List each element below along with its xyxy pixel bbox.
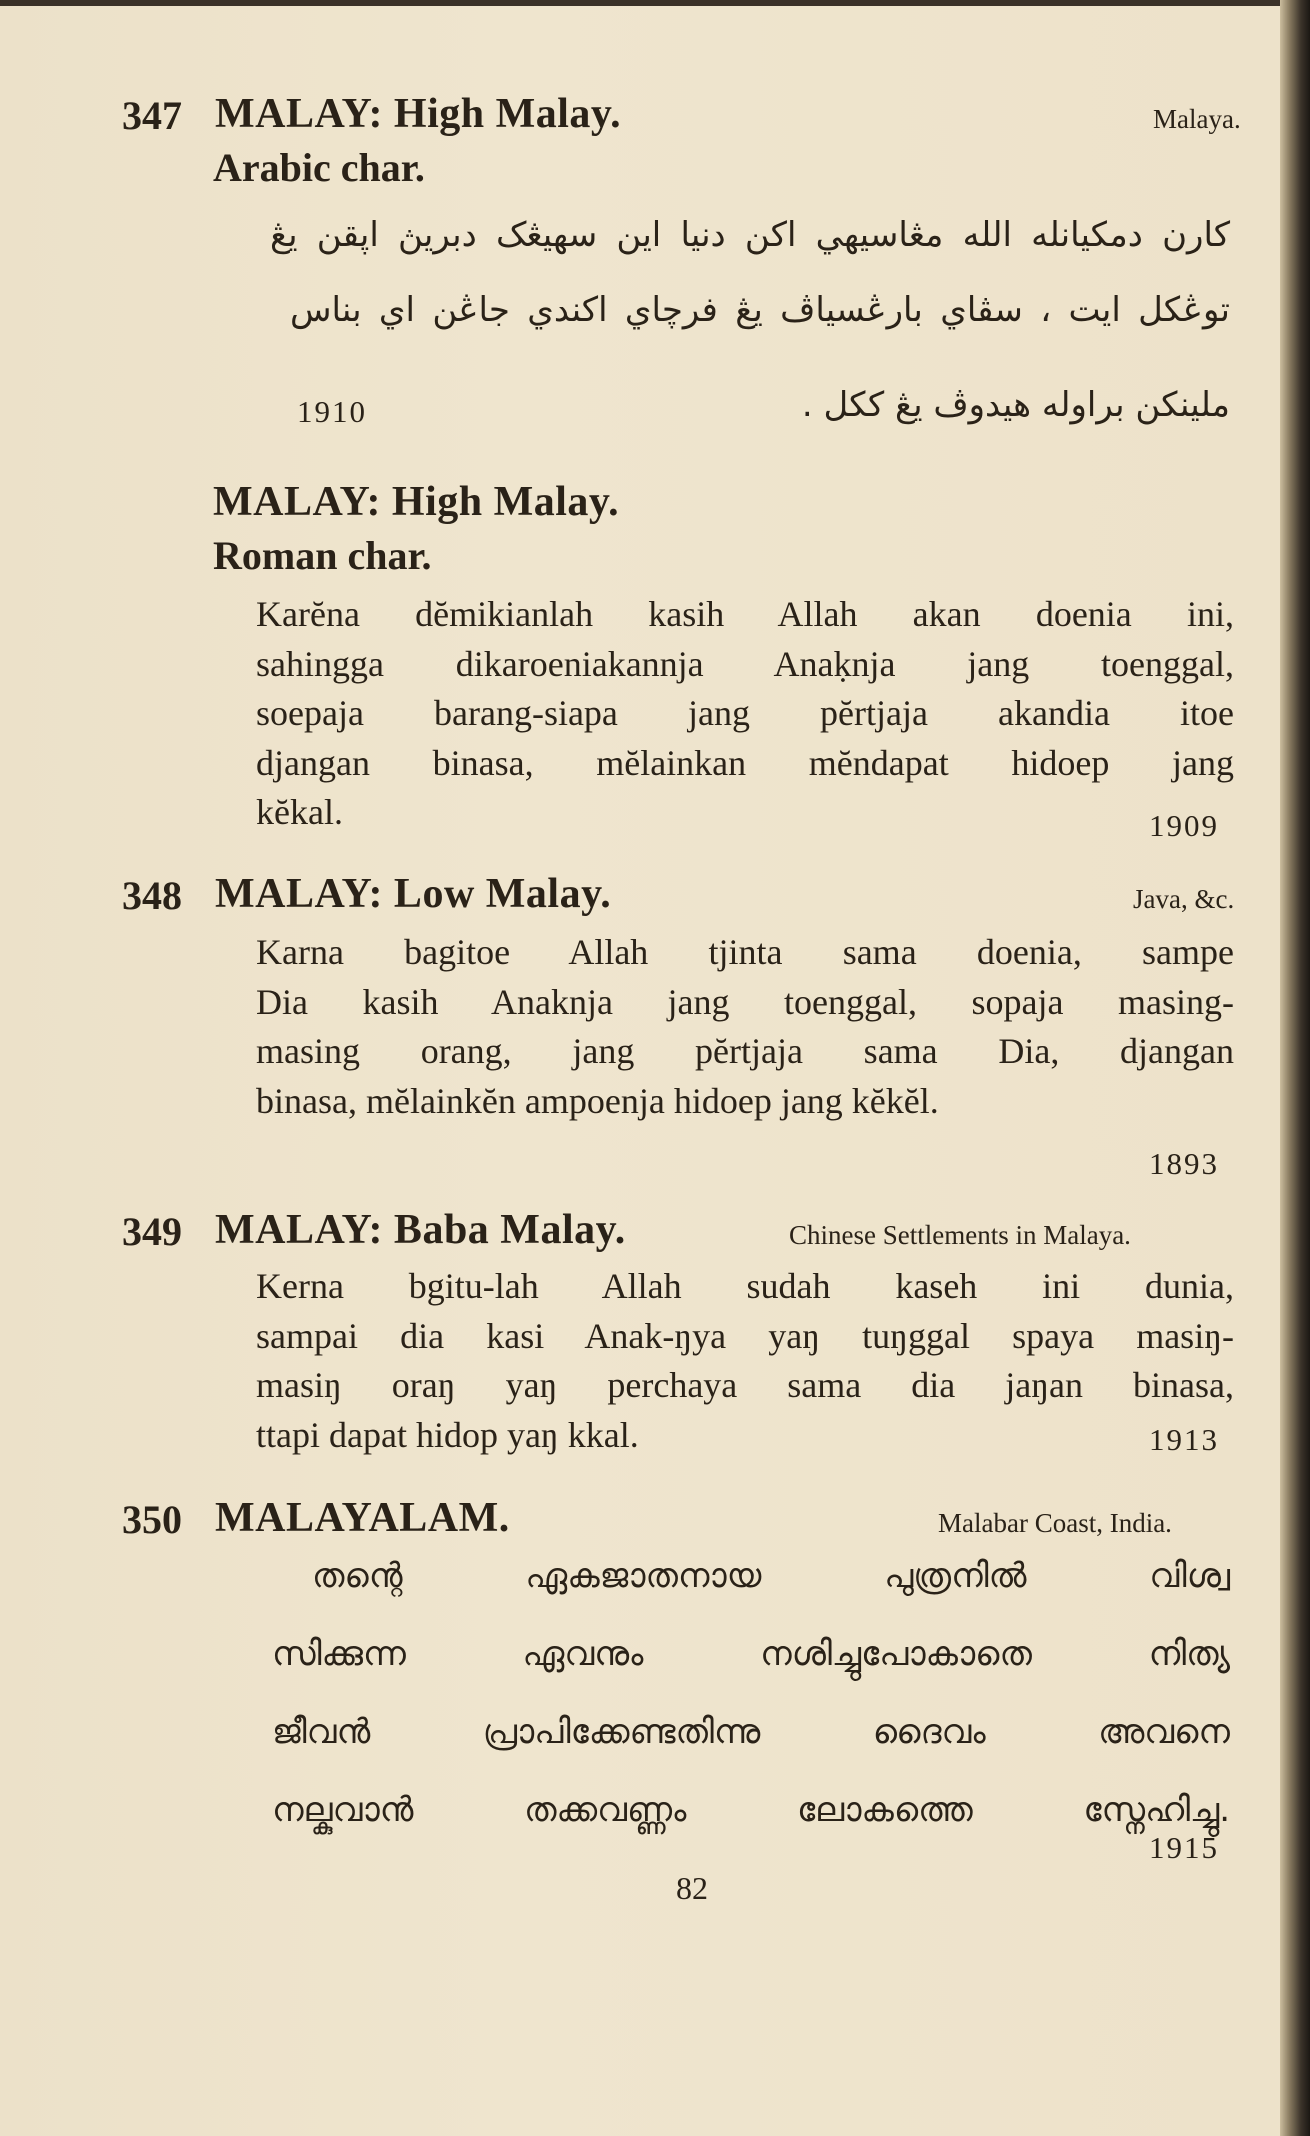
malayalam-line-4: നല്കുവാൻ തക്കവണ്ണം ലോകത്തെ സ്നേഹിച്ചു. xyxy=(272,1790,1230,1830)
malayalam-line-3: ജീവൻ പ്രാപിക്കേണ്ടതിന്നു ദൈവം അവനെ xyxy=(272,1712,1230,1752)
entry-language-347-roman: MALAY: High Malay. xyxy=(213,479,620,525)
text-line: sahingga dikaroeniakannja Anaḳnja jang toenggal, xyxy=(256,643,1234,684)
entry-number-349: 349 xyxy=(122,1209,182,1254)
text-line: Karĕna dĕmikianlah kasih Allah akan doenia ini, xyxy=(256,594,1234,634)
malayalam-line-1: തന്റെ ഏകജാതനായ പുത്രനിൽ വിശ്വ xyxy=(312,1556,1230,1596)
text-line: kĕkal. xyxy=(256,792,343,832)
entry-region-347: Malaya. xyxy=(1153,104,1241,134)
entry-number-347: 347 xyxy=(122,93,182,138)
text-line: masing orang, jang pĕrtjaja sama Dia, djangan xyxy=(256,1031,1234,1071)
entry-region-350: Malabar Coast, India. xyxy=(938,1508,1172,1538)
text-line: Kerna bgitu-lah Allah sudah kaseh ini dunia, xyxy=(256,1266,1234,1306)
arabic-line-1: کارن دمکیانله الله مڠاسیهي اکن دنیا این سهیڠک دبریڽ اڽقن يڠ xyxy=(270,215,1230,255)
entry-script-347-roman: Roman char. xyxy=(213,533,432,578)
arabic-line-3: ملينکن براوله هيدوڤ يڠ ککل . xyxy=(801,385,1230,425)
text-line: sampai dia kasi Anak-ŋya yaŋ tuŋggal spaya masiŋ- xyxy=(256,1315,1234,1356)
page-number: 82 xyxy=(676,1870,708,1906)
text-line: soepaja barang-siapa jang pĕrtjaja akandia itoe xyxy=(256,693,1234,733)
entry-region-348: Java, &c. xyxy=(1133,884,1235,914)
entry-number-348: 348 xyxy=(122,873,182,918)
entry-text-348 xyxy=(256,928,1234,1126)
text-line: Dia kasih Anaknja jang toenggal, sopaja masing- xyxy=(256,981,1234,1022)
entry-language-350: MALAYALAM. xyxy=(215,1495,510,1541)
malayalam-line-2: സിക്കുന്ന ഏവനും നശിച്ചുപോകാതെ നിത്യ xyxy=(272,1634,1230,1674)
entry-text-349 xyxy=(256,1262,1234,1460)
entry-number-350: 350 xyxy=(122,1497,182,1542)
entry-region-349: Chinese Settlements in Malaya. xyxy=(789,1220,1131,1250)
arabic-line-2: توڠکل ايت ، سڤاي بارڠسياڤ يڠ فرچاي اکندي جاڠن اي بناس xyxy=(290,290,1230,330)
entry-language-349: MALAY: Baba Malay. xyxy=(215,1207,626,1253)
book-spine-edge xyxy=(1280,0,1310,2136)
entry-language-348: MALAY: Low Malay. xyxy=(215,871,612,917)
entry-year-349: 1913 xyxy=(1149,1422,1219,1457)
top-rule xyxy=(0,0,1280,6)
entry-language-347: MALAY: High Malay. xyxy=(215,91,622,137)
text-line: Karna bagitoe Allah tjinta sama doenia, sampe xyxy=(256,932,1234,972)
text-line: ttapi dapat hidop yaŋ kkal. xyxy=(256,1414,639,1455)
entry-year-350: 1915 xyxy=(1149,1830,1219,1865)
text-line: masiŋ oraŋ yaŋ perchaya sama dia jaŋan binasa, xyxy=(256,1365,1234,1405)
entry-year-347-arabic: 1910 xyxy=(297,394,367,429)
entry-year-347-roman: 1909 xyxy=(1149,808,1219,843)
text-line: binasa, mĕlainkĕn ampoenja hidoep jang kĕkĕl. xyxy=(256,1080,939,1121)
entry-script-347: Arabic char. xyxy=(213,145,425,190)
entry-year-348: 1893 xyxy=(1149,1146,1219,1181)
entry-text-347 xyxy=(256,590,1234,838)
text-line: djangan binasa, mĕlainkan mĕndapat hidoep jang xyxy=(256,742,1234,783)
